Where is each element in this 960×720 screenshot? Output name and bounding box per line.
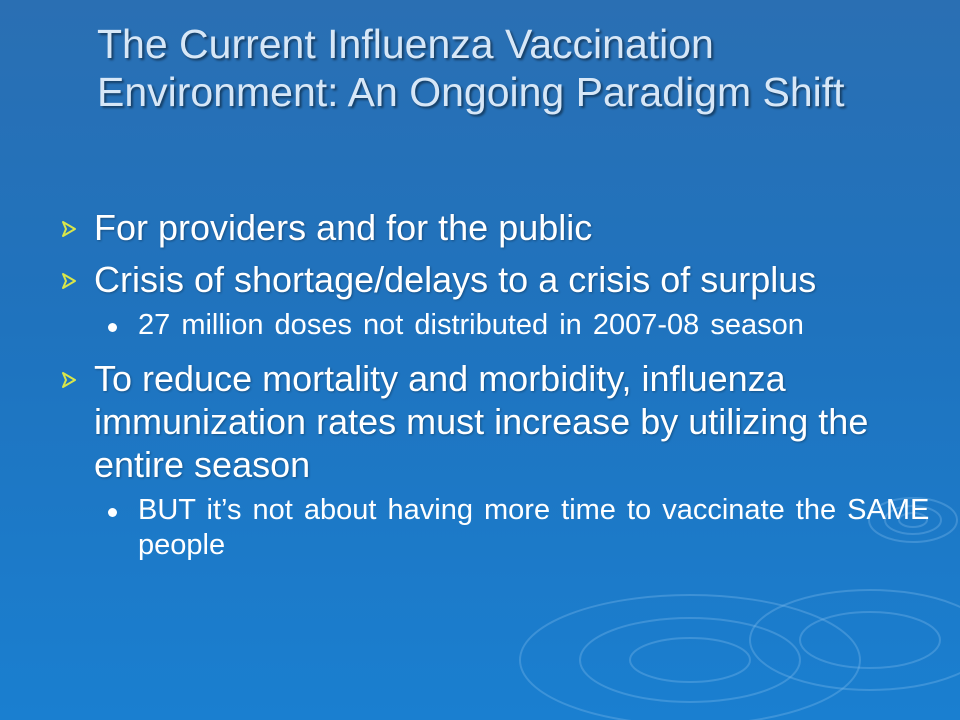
arrow-bullet-icon <box>60 371 78 389</box>
sub-bullet-text: BUT it’s not about having more time to vaccinate the SAME people <box>138 494 930 561</box>
sub-bullet-item <box>58 493 938 563</box>
arrow-bullet-icon <box>60 220 78 238</box>
arrow-bullet-icon <box>60 272 78 290</box>
dot-bullet-icon <box>108 323 117 332</box>
bullet-text: To reduce mortality and morbidity, influenza immunization rates must increase by utilizing the entire season <box>94 358 869 485</box>
sub-bullet-text: 27 million doses not distributed in 2007-08 season <box>138 309 804 341</box>
bullet-item <box>58 258 938 301</box>
bullet-item <box>58 206 938 249</box>
bullet-item <box>58 357 938 486</box>
sub-bullet-item <box>58 308 938 343</box>
bullet-list <box>58 206 938 577</box>
bullet-text: For providers and for the public <box>94 207 593 248</box>
bullet-text: Crisis of shortage/delays to a crisis of surplus <box>94 259 817 300</box>
slide-title: The Current Influenza Vaccination Environment: An Ongoing Paradigm Shift <box>97 21 845 115</box>
dot-bullet-icon <box>108 508 117 517</box>
